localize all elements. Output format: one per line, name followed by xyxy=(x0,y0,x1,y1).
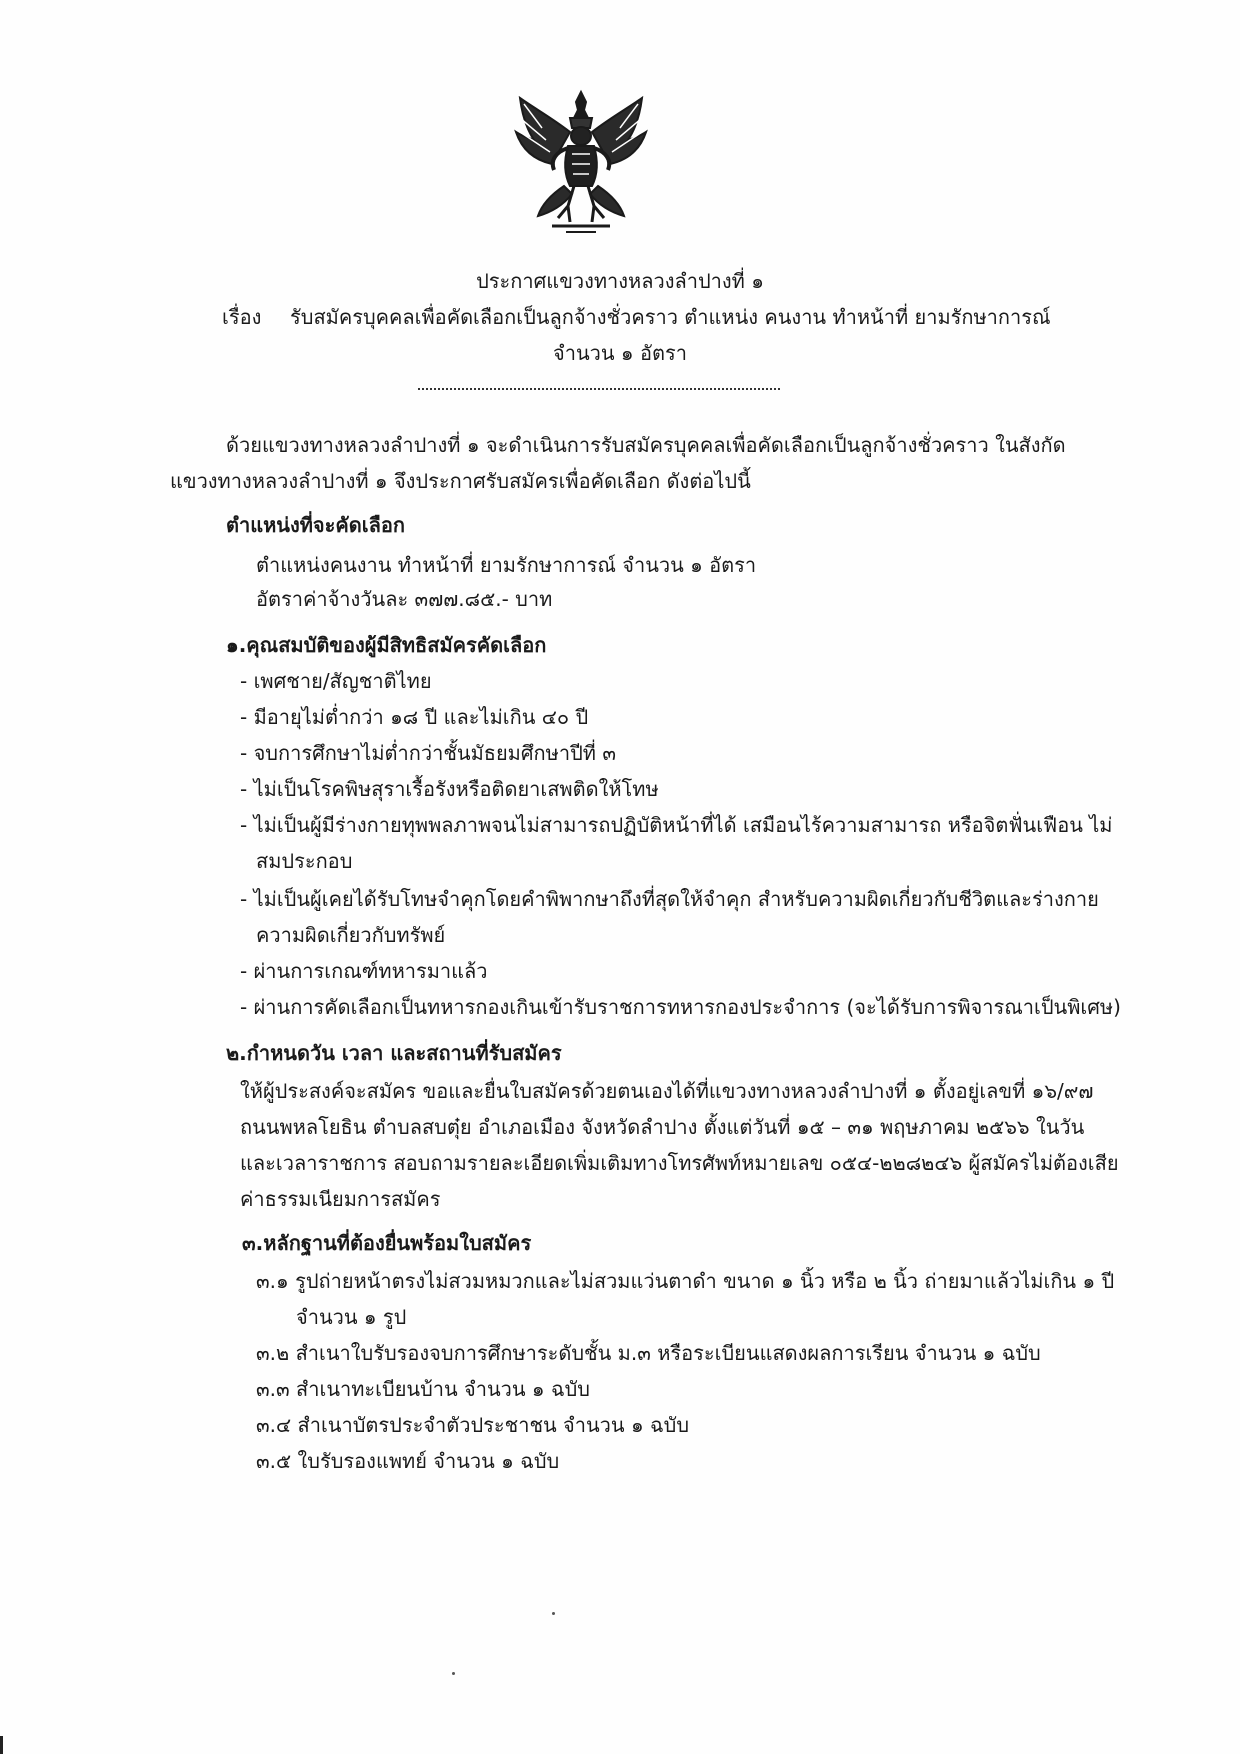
document-item: ๓.๒ สำเนาใบรับรองจบการศึกษาระดับชั้น ม.๓ หรือระเบียนแสดงผลการเรียน จำนวน ๑ ฉบับ xyxy=(256,1341,1041,1365)
qualification-item-continued: สมประกอบ xyxy=(256,849,353,873)
garuda-emblem-icon xyxy=(512,88,650,236)
qualification-item: - ไม่เป็นโรคพิษสุราเรื้อรังหรือติดยาเสพติดให้โทษ xyxy=(240,777,659,801)
document-item: ๓.๓ สำเนาทะเบียนบ้าน จำนวน ๑ ฉบับ xyxy=(256,1377,590,1401)
schedule-heading: ๒.กำหนดวัน เวลา และสถานที่รับสมัคร xyxy=(226,1041,562,1065)
position-line-2: อัตราค่าจ้างวันละ ๓๗๗.๘๕.- บาท xyxy=(256,587,553,611)
announcement-title: ประกาศแขวงทางหลวงลำปางที่ ๑ xyxy=(476,269,764,293)
position-line-1: ตำแหน่งคนงาน ทำหน้าที่ ยามรักษาการณ์ จำนวน ๑ อัตรา xyxy=(256,553,757,577)
qualification-item: - ไม่เป็นผู้เคยได้รับโทษจำคุกโดยคำพิพากษาถึงที่สุดให้จำคุก สำหรับความผิดเกี่ยวกับชีวิตและร่างกาย xyxy=(240,887,1099,911)
schedule-line: ให้ผู้ประสงค์จะสมัคร ขอและยื่นใบสมัครด้วยตนเองได้ที่แขวงทางหลวงลำปางที่ ๑ ตั้งอยู่เลขที่ ๑๖/๙๗ xyxy=(240,1079,1094,1103)
scan-speck xyxy=(452,1672,455,1675)
qualification-item: - จบการศึกษาไม่ต่ำกว่าชั้นมัธยมศึกษาปีที่ ๓ xyxy=(240,741,616,765)
intro-line-1: ด้วยแขวงทางหลวงลำปางที่ ๑ จะดำเนินการรับสมัครบุคคลเพื่อคัดเลือกเป็นลูกจ้างชั่วคราว ในสังกัด xyxy=(226,433,1066,457)
subject-label: เรื่อง xyxy=(222,305,262,329)
schedule-line: ถนนพหลโยธิน ตำบลสบตุ๋ย อำเภอเมือง จังหวัดลำปาง ตั้งแต่วันที่ ๑๕ – ๓๑ พฤษภาคม ๒๕๖๖ ในวัน xyxy=(240,1115,1085,1139)
qualification-item: - มีอายุไม่ต่ำกว่า ๑๘ ปี และไม่เกิน ๔๐ ปี xyxy=(240,705,589,729)
schedule-line: และเวลาราชการ สอบถามรายละเอียดเพิ่มเติมทางโทรศัพท์หมายเลข ๐๕๔-๒๒๘๒๔๖ ผู้สมัครไม่ต้องเสีย xyxy=(240,1151,1119,1175)
announcement-subject: รับสมัครบุคคลเพื่อคัดเลือกเป็นลูกจ้างชั่วคราว ตำแหน่ง คนงาน ทำหน้าที่ ยามรักษาการณ์ xyxy=(290,305,1051,329)
document-item-continued: จำนวน ๑ รูป xyxy=(296,1305,407,1329)
document-item: ๓.๔ สำเนาบัตรประจำตัวประชาชน จำนวน ๑ ฉบับ xyxy=(256,1413,690,1437)
document-item: ๓.๑ รูปถ่ายหน้าตรงไม่สวมหมวกและไม่สวมแว่นตาดำ ขนาด ๑ นิ้ว หรือ ๒ นิ้ว ถ่ายมาแล้วไม่เกิน ๑ ปี xyxy=(256,1269,1115,1293)
documents-heading: ๓.หลักฐานที่ต้องยื่นพร้อมใบสมัคร xyxy=(242,1231,532,1255)
scan-speck xyxy=(552,1612,555,1615)
qualification-item-continued: ความผิดเกี่ยวกับทรัพย์ xyxy=(256,923,446,947)
intro-line-2: แขวงทางหลวงลำปางที่ ๑ จึงประกาศรับสมัครเพื่อคัดเลือก ดังต่อไปนี้ xyxy=(170,469,751,493)
qualification-item: - ผ่านการเกณฑ์ทหารมาแล้ว xyxy=(240,959,488,983)
qualification-item: - ไม่เป็นผู้มีร่างกายทุพพลภาพจนไม่สามารถปฏิบัติหน้าที่ได้ เสมือนไร้ความสามารถ หรือจิตฟั่นเฟือน ไม่ xyxy=(240,813,1113,837)
qualification-item: - เพศชาย/สัญชาติไทย xyxy=(240,669,432,693)
schedule-line: ค่าธรรมเนียมการสมัคร xyxy=(240,1187,441,1211)
scan-edge-mark xyxy=(0,1736,3,1754)
announcement-quota: จำนวน ๑ อัตรา xyxy=(553,341,687,365)
title-divider xyxy=(418,388,780,390)
position-heading: ตำแหน่งที่จะคัดเลือก xyxy=(226,513,405,537)
qualification-item: - ผ่านการคัดเลือกเป็นทหารกองเกินเข้ารับราชการทหารกองประจำการ (จะได้รับการพิจารณาเป็นพิเศษ) xyxy=(240,995,1121,1019)
document-item: ๓.๕ ใบรับรองแพทย์ จำนวน ๑ ฉบับ xyxy=(256,1449,560,1473)
qualifications-heading: ๑.คุณสมบัติของผู้มีสิทธิสมัครคัดเลือก xyxy=(226,633,547,657)
